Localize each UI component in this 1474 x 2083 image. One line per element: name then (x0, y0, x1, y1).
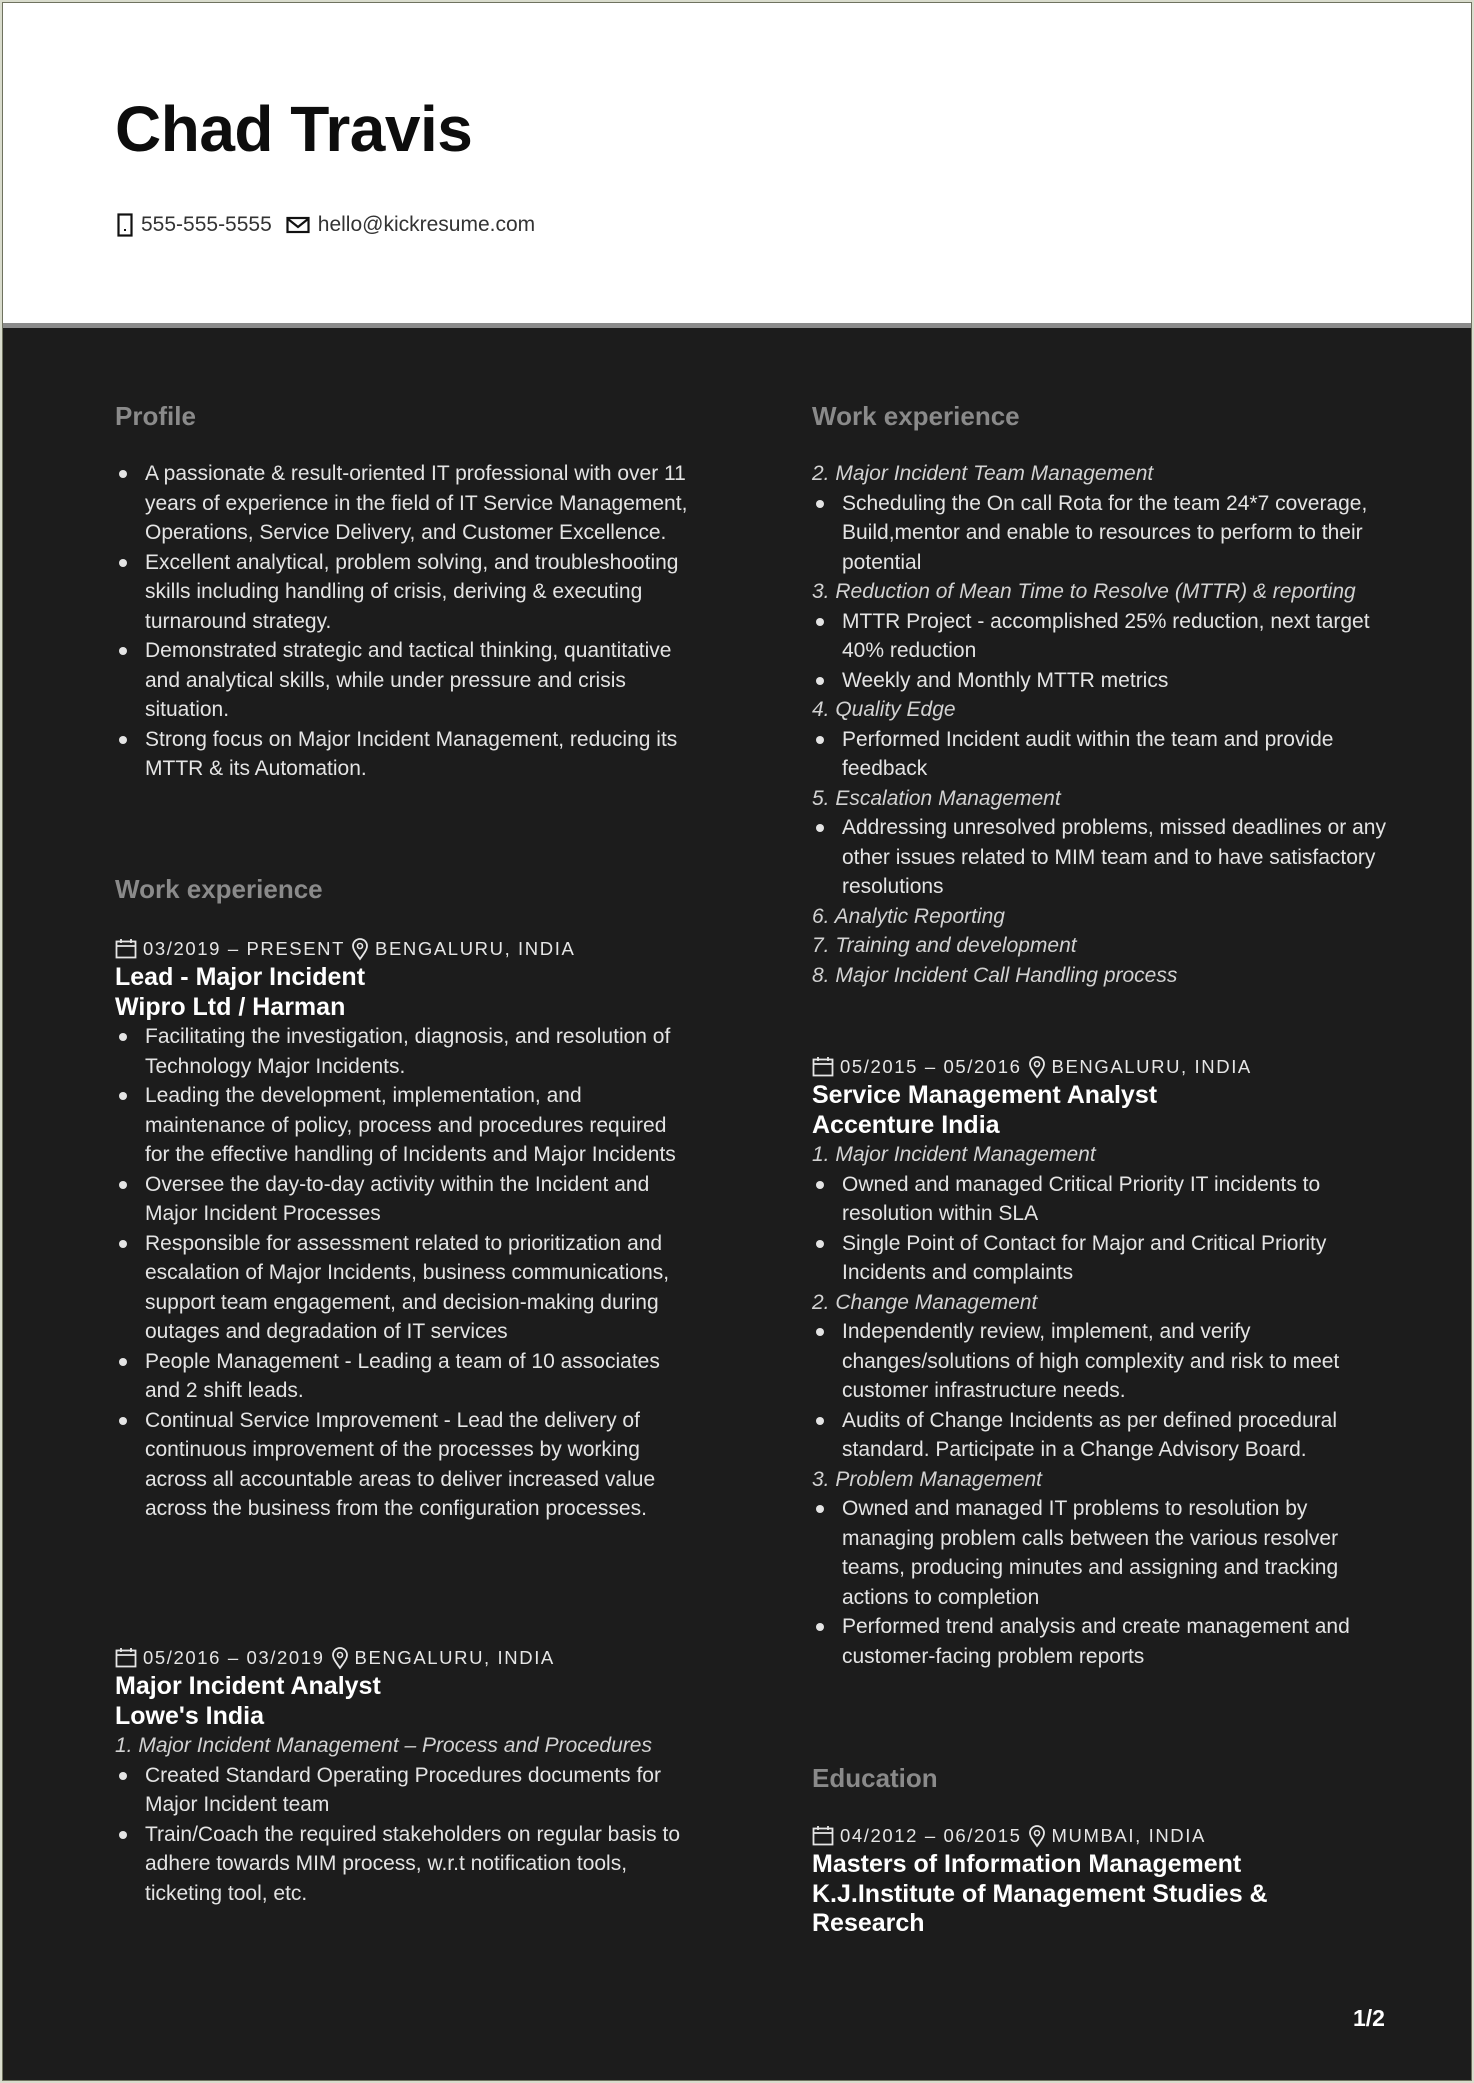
subheading: 6. Analytic Reporting (812, 904, 1005, 928)
subheading: 8. Major Incident Call Handling process (812, 963, 1178, 987)
job-entry (115, 934, 690, 1524)
list-item: People Management - Leading a team of 10 associates and 2 shift leads. (115, 1347, 690, 1406)
bullet-list (812, 1494, 1387, 1671)
company-name: Accenture India (812, 1110, 1000, 1139)
list-item: Addressing unresolved problems, missed deadlines or any other issues related to MIM team and to have satisfactory resolutions (812, 813, 1387, 902)
list-item: Strong focus on Major Incident Management, reducing its MTTR & its Automation. (115, 725, 690, 784)
subheading: 7. Training and development (812, 934, 1077, 957)
candidate-name: Chad Travis (115, 93, 473, 165)
work-continued (812, 459, 1387, 990)
resume-header (3, 3, 1471, 328)
list-item: Performed trend analysis and create management and customer-facing problem reports (812, 1612, 1387, 1671)
bullet-list (812, 725, 1387, 784)
list-item: Demonstrated strategic and tactical thinking, quantitative and analytical skills, while under pressure and crisis situation. (115, 636, 690, 725)
list-item: Train/Coach the required stakeholders on regular basis to adhere towards MIM process, w.r.t notification tools, ticketing tool, etc. (115, 1820, 690, 1909)
list-item: Independently review, implement, and verify changes/solutions of high complexity and risk to meet customer infrastructure needs. (812, 1317, 1387, 1406)
list-item: Owned and managed Critical Priority IT incidents to resolution within SLA (812, 1170, 1387, 1229)
list-item: Single Point of Contact for Major and Critical Priority Incidents and complaints (812, 1229, 1387, 1288)
bullet-list (812, 1317, 1387, 1465)
subheading: 2. Major Incident Team Management (812, 462, 1154, 485)
contact-phone (117, 213, 272, 237)
location-pin-icon (351, 937, 369, 961)
job-title: Major Incident Analyst (115, 1672, 381, 1700)
list-item: Responsible for assessment related to prioritization and escalation of Major Incidents, business communications, support team engagement, and decision-making during outages and degradation of IT services (115, 1229, 690, 1347)
email-address[interactable]: hello@kickresume.com (317, 213, 536, 236)
education-meta (812, 1821, 1387, 1850)
phone-icon (117, 213, 133, 237)
subheading: 3. Reduction of Mean Time to Resolve (MTTR) & reporting (812, 580, 1356, 603)
job-entry (115, 1643, 690, 1908)
bullet-list (812, 607, 1387, 696)
job-dates: 03/2019 – PRESENT (143, 938, 346, 959)
subheading: 5. Escalation Management (812, 786, 1061, 810)
page-number: 1/2 (1353, 2005, 1385, 2031)
company-name: Wipro Ltd / Harman (115, 992, 346, 1021)
list-item: Weekly and Monthly MTTR metrics (812, 666, 1387, 696)
job-title: Service Management Analyst (812, 1081, 1158, 1109)
section-title-profile: Profile (115, 401, 196, 431)
location-pin-icon (1028, 1824, 1046, 1848)
list-item: Scheduling the On call Rota for the team 24*7 coverage, Build,mentor and enable to resources to perform to their potential (812, 489, 1387, 578)
list-item: Created Standard Operating Procedures documents for Major Incident team (115, 1761, 690, 1820)
subheading: 1. Major Incident Management (812, 1143, 1096, 1166)
resume-page (2, 2, 1472, 2081)
job-title: Lead - Major Incident (115, 963, 366, 991)
calendar-icon (812, 1825, 834, 1847)
section-title-work-experience: Work experience (115, 874, 323, 904)
job-dates: 05/2016 – 03/2019 (143, 1647, 325, 1668)
calendar-icon (812, 1056, 834, 1078)
bullet-list (812, 1170, 1387, 1288)
list-item: Leading the development, implementation, and maintenance of policy, process and procedures required for the effective handling of Incidents and Major Incidents (115, 1081, 690, 1170)
subheading: 3. Problem Management (812, 1467, 1042, 1491)
subheading: 2. Change Management (812, 1290, 1038, 1314)
list-item: Performed Incident audit within the team and provide feedback (812, 725, 1387, 784)
job-meta (115, 1643, 690, 1672)
list-item: Audits of Change Incidents as per defined procedural standard. Participate in a Change Advisory Board. (812, 1406, 1387, 1465)
profile-section (115, 459, 690, 784)
phone-number[interactable]: 555-555-5555 (141, 213, 272, 236)
list-item: Oversee the day-to-day activity within the Incident and Major Incident Processes (115, 1170, 690, 1229)
location-pin-icon (331, 1646, 349, 1670)
list-item: Facilitating the investigation, diagnosis, and resolution of Technology Major Incidents. (115, 1022, 690, 1081)
job-location: BENGALURU, INDIA (375, 938, 576, 959)
job-duties-list (115, 1761, 690, 1909)
list-item: Excellent analytical, problem solving, and troubleshooting skills including handling of crisis, deriving & executing turnaround strategy. (115, 548, 690, 637)
bullet-list (812, 813, 1387, 902)
education-entry (812, 1821, 1387, 1939)
job-meta (115, 934, 690, 963)
envelope-icon (286, 216, 310, 234)
degree-title: Masters of Information Management (812, 1850, 1242, 1878)
job-entry (812, 1052, 1387, 1671)
section-title-education: Education (812, 1763, 938, 1793)
job-meta (812, 1052, 1387, 1081)
job-dates: 05/2015 – 05/2016 (840, 1056, 1022, 1077)
list-item: MTTR Project - accomplished 25% reduction, next target 40% reduction (812, 607, 1387, 666)
contact-row (117, 213, 535, 237)
job-location: BENGALURU, INDIA (354, 1647, 555, 1668)
profile-list (115, 459, 690, 784)
list-item: Continual Service Improvement - Lead the delivery of continuous improvement of the processes by working across all accountable areas to deliver increased value across the business from the configuration processes. (115, 1406, 690, 1524)
job-duties-list (115, 1022, 690, 1524)
location-pin-icon (1028, 1055, 1046, 1079)
education-location: MUMBAI, INDIA (1051, 1825, 1206, 1846)
list-item: Owned and managed IT problems to resolution by managing problem calls between the various resolver teams, producing minutes and assigning and tracking actions to completion (812, 1494, 1387, 1612)
job-location: BENGALURU, INDIA (1051, 1056, 1252, 1077)
job-subheading: 1. Major Incident Management – Process and Procedures (115, 1734, 652, 1757)
calendar-icon (115, 1647, 137, 1669)
subheading: 4. Quality Edge (812, 698, 956, 721)
list-item: A passionate & result-oriented IT professional with over 11 years of experience in the field of IT Service Management, Operations, Service Delivery, and Customer Excellence. (115, 459, 690, 548)
section-title-work-experience-continued: Work experience (812, 401, 1020, 431)
contact-email (286, 213, 535, 237)
calendar-icon (115, 938, 137, 960)
bullet-list (812, 489, 1387, 578)
company-name: Lowe's India (115, 1701, 265, 1730)
school-name: K.J.Institute of Management Studies & Research (812, 1879, 1268, 1937)
education-dates: 04/2012 – 06/2015 (840, 1825, 1022, 1846)
